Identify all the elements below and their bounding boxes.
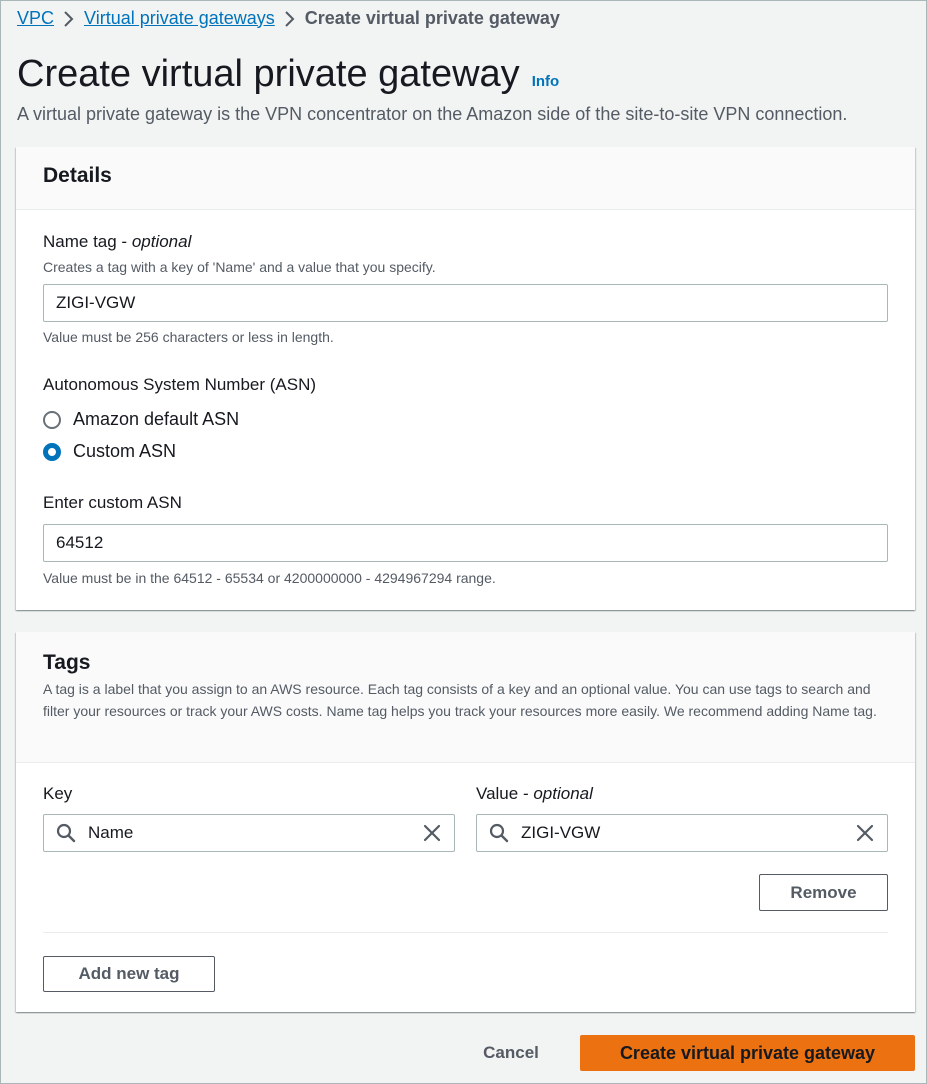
name-tag-input[interactable]: ZIGI-VGW — [43, 284, 888, 322]
remove-tag-button[interactable]: Remove — [759, 874, 888, 911]
radio-custom-asn[interactable] — [43, 441, 176, 462]
chevron-right-icon — [54, 8, 84, 29]
breadcrumb-current: Create virtual private gateway — [304, 7, 560, 28]
tag-key-input[interactable] — [43, 814, 455, 852]
name-tag-optional: optional — [131, 232, 192, 251]
details-header — [16, 147, 915, 210]
tag-value-input[interactable] — [476, 814, 888, 852]
name-tag-description: Creates a tag with a key of 'Name' and a value that you specify. — [43, 259, 436, 275]
radio-amazon-default-asn-label: Amazon default ASN — [73, 409, 240, 429]
tags-panel — [16, 632, 915, 1012]
page-title — [17, 53, 559, 96]
clear-icon[interactable] — [843, 824, 887, 842]
tag-value-label-text: Value - — [476, 784, 534, 803]
search-icon — [477, 823, 521, 843]
details-panel — [16, 147, 915, 610]
custom-asn-label: Enter custom ASN — [43, 493, 182, 512]
page-description: A virtual private gateway is the VPN concentrator on the Amazon side of the site-to-site VPN connection. — [17, 104, 848, 124]
clear-icon[interactable] — [410, 824, 454, 842]
chevron-right-icon — [275, 8, 305, 29]
breadcrumb-vpc-link[interactable]: VPC — [17, 7, 55, 28]
custom-asn-input[interactable]: 64512 — [43, 524, 888, 562]
tag-value-optional: optional — [533, 784, 593, 803]
breadcrumb-vgw-link[interactable]: Virtual private gateways — [84, 7, 275, 28]
radio-unchecked-icon[interactable] — [43, 411, 61, 429]
add-new-tag-button[interactable]: Add new tag — [43, 956, 215, 992]
search-icon — [44, 823, 88, 843]
tags-divider — [43, 932, 888, 933]
radio-amazon-default-asn[interactable] — [43, 409, 239, 430]
tag-value-value: ZIGI-VGW — [521, 823, 601, 842]
tag-value-label — [476, 784, 593, 804]
create-vgw-button[interactable]: Create virtual private gateway — [580, 1035, 915, 1071]
asn-label: Autonomous System Number (ASN) — [43, 375, 317, 394]
page-title-text: Create virtual private gateway — [17, 53, 520, 95]
tags-header — [16, 632, 915, 763]
tag-key-value: Name — [88, 823, 134, 842]
name-tag-label — [43, 232, 191, 252]
info-link[interactable]: Info — [531, 73, 560, 90]
custom-asn-constraint: Value must be in the 64512 - 65534 or 4200000000 - 4294967294 range. — [43, 570, 496, 586]
cancel-button[interactable]: Cancel — [471, 1035, 551, 1071]
details-heading: Details — [43, 164, 112, 187]
name-tag-label-text: Name tag - — [43, 232, 132, 251]
tags-description: A tag is a label that you assign to an AWS resource. Each tag consists of a key and an optional value. You can use tags to search and filter your resources or track your AWS costs. Name tag helps you track your resources more easily. We recommend adding Name tag. — [43, 681, 877, 719]
radio-custom-asn-label: Custom ASN — [73, 441, 177, 461]
breadcrumb — [17, 7, 560, 29]
tags-heading: Tags — [43, 651, 91, 674]
name-tag-constraint: Value must be 256 characters or less in length. — [43, 329, 334, 345]
radio-checked-icon[interactable] — [43, 443, 61, 461]
tag-key-label: Key — [43, 784, 73, 803]
